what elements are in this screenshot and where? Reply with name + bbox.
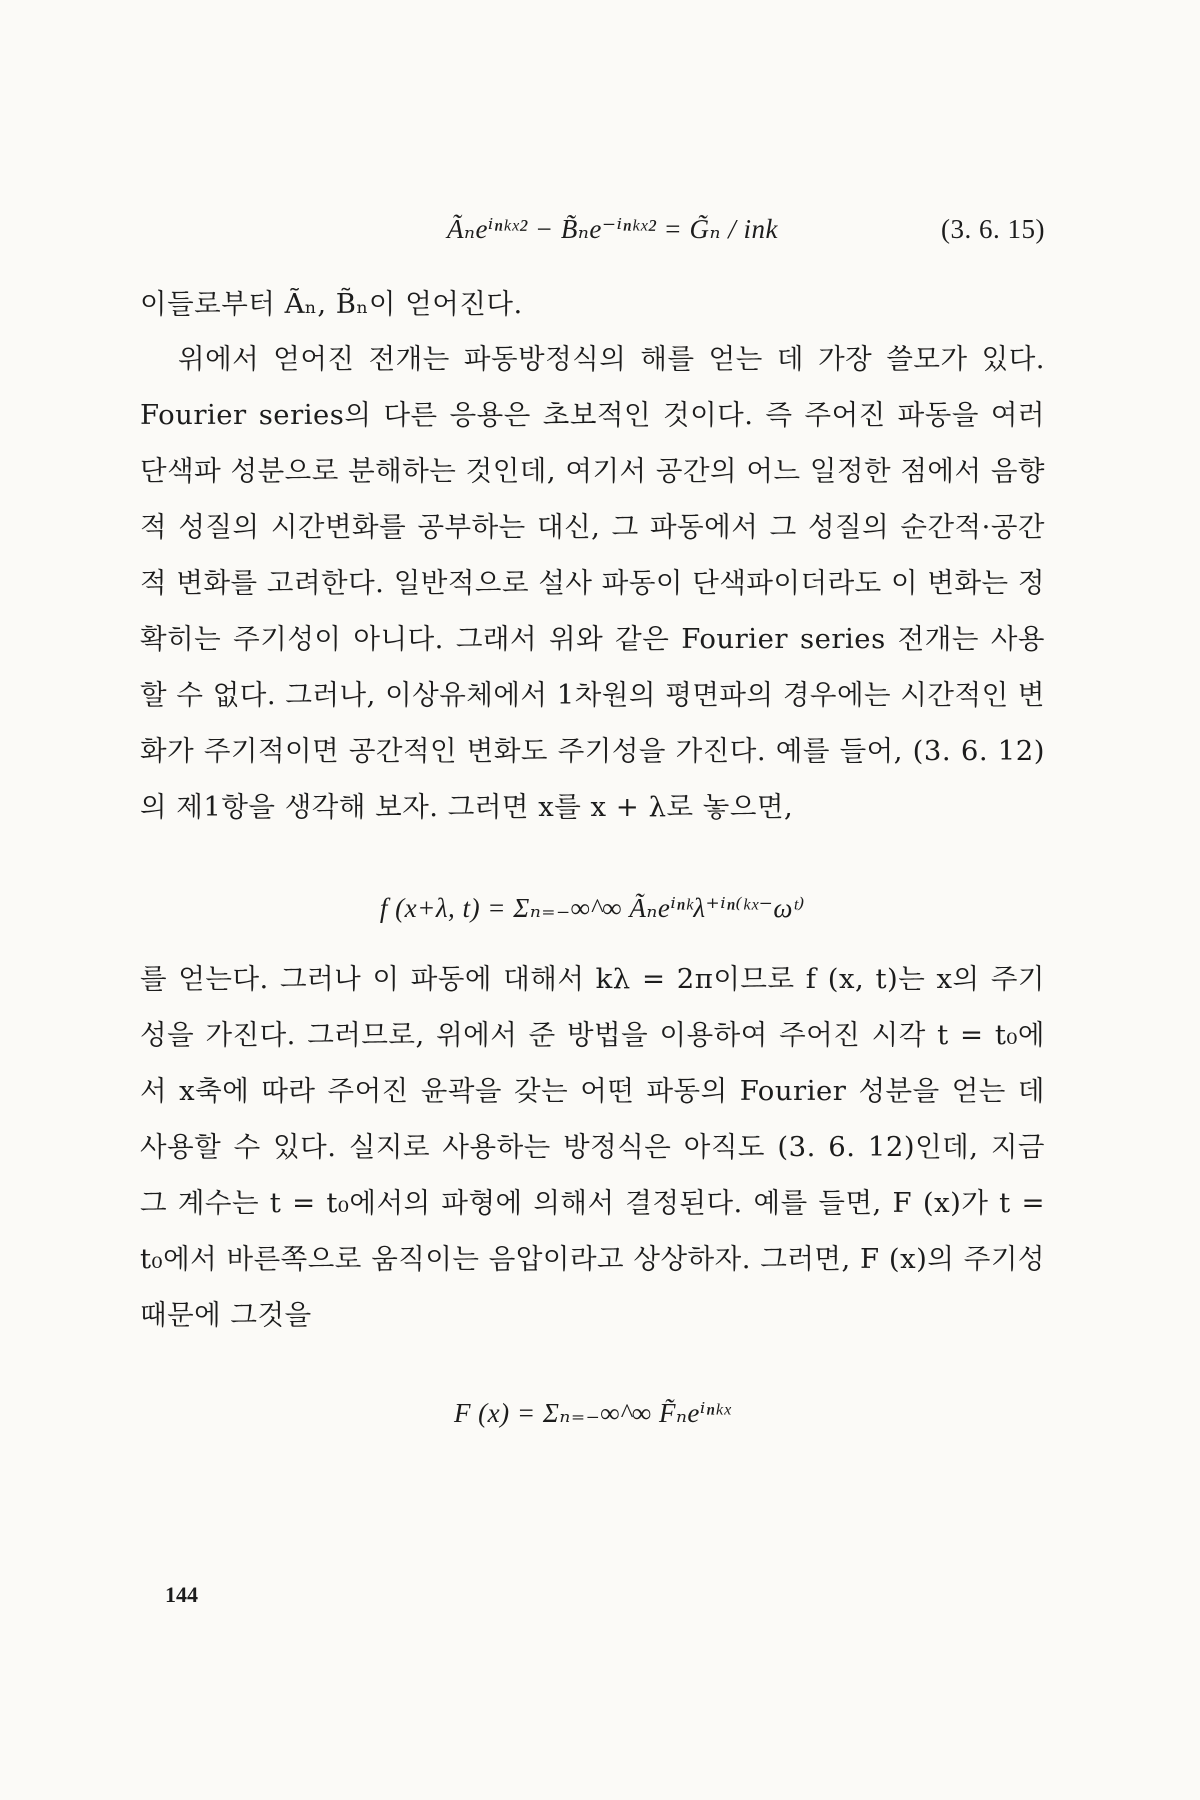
paragraph-2: 위에서 얻어진 전개는 파동방정식의 해를 얻는 데 가장 쓸모가 있다. Fourier series의 다른 응용은 초보적인 것이다. 즉 주어진 파동을 여러 단색파 성분으로 분해하는 것인데, 여기서 공간의 어느 일정한 점에서 음향적 성질의 시간변화를 공부하는 대신, 그 파동에서 그 성질의 순간적·공간적 변화를 고려한다. 일반적으로 설사 파동이 단색파이더라도 이 변화는 정확히는 주기성이 아니다. 그래서 위와 같은 Fourier series 전개는 사용할 수 없다. 그러나, 이상유체에서 1차원의 평면파의 경우에는 시간적인 변화가 주기적이면 공간적인 변화도 주기성을 가진다. 예를 들어, (3. 6. 12)의 제1항을 생각해 보자. 그러면 x를 x + λ로 놓으면, [140,343,1045,823]
paragraph-3: 를 얻는다. 그러나 이 파동에 대해서 kλ = 2π이므로 f (x, t)는 x의 주기성을 가진다. 그러므로, 위에서 준 방법을 이용하여 주어진 시각 t = t₀에서 x축에 따라 주어진 윤곽을 갖는 어떤 파동의 Fourier 성분을 얻는 데 사용할 수 있다. 실지로 사용하는 방정식은 아직도 (3. 6. 12)인데, 지금 그 계수는 t = t₀에서의 파형에 의해서 결정된다. 예를 들면, F (x)가 t = t₀에서 바른쪽으로 움직이는 음압이라고 상상하자. 그러면, F (x)의 주기성 때문에 그것을 [140,963,1045,1331]
equation-3-6-15-expression: Ãₙeⁱⁿᵏˣ² − B̃ₙe⁻ⁱⁿᵏˣ² = G̃ₙ / ink [447,214,778,244]
equation-F-expansion-expression: F (x) = Σₙ₌₋∞^∞ F̃ₙeⁱⁿᵏˣ [453,1398,732,1428]
equation-f-expansion-expression: f (x+λ, t) = Σₙ₌₋∞^∞ Ãₙeⁱⁿᵏλ⁺ⁱⁿ⁽ᵏˣ⁻ωᵗ⁾ [379,893,806,923]
page-number: 144 [165,1582,198,1607]
paragraph-1: 이들로부터 Ãₙ, B̃ₙ이 얻어진다. [140,288,523,320]
equation-F-expansion [140,1398,1045,1429]
equation-number: (3. 6. 15) [941,214,1045,244]
equation-f-expansion [140,893,1045,924]
equation-3-6-15 [140,214,1045,245]
